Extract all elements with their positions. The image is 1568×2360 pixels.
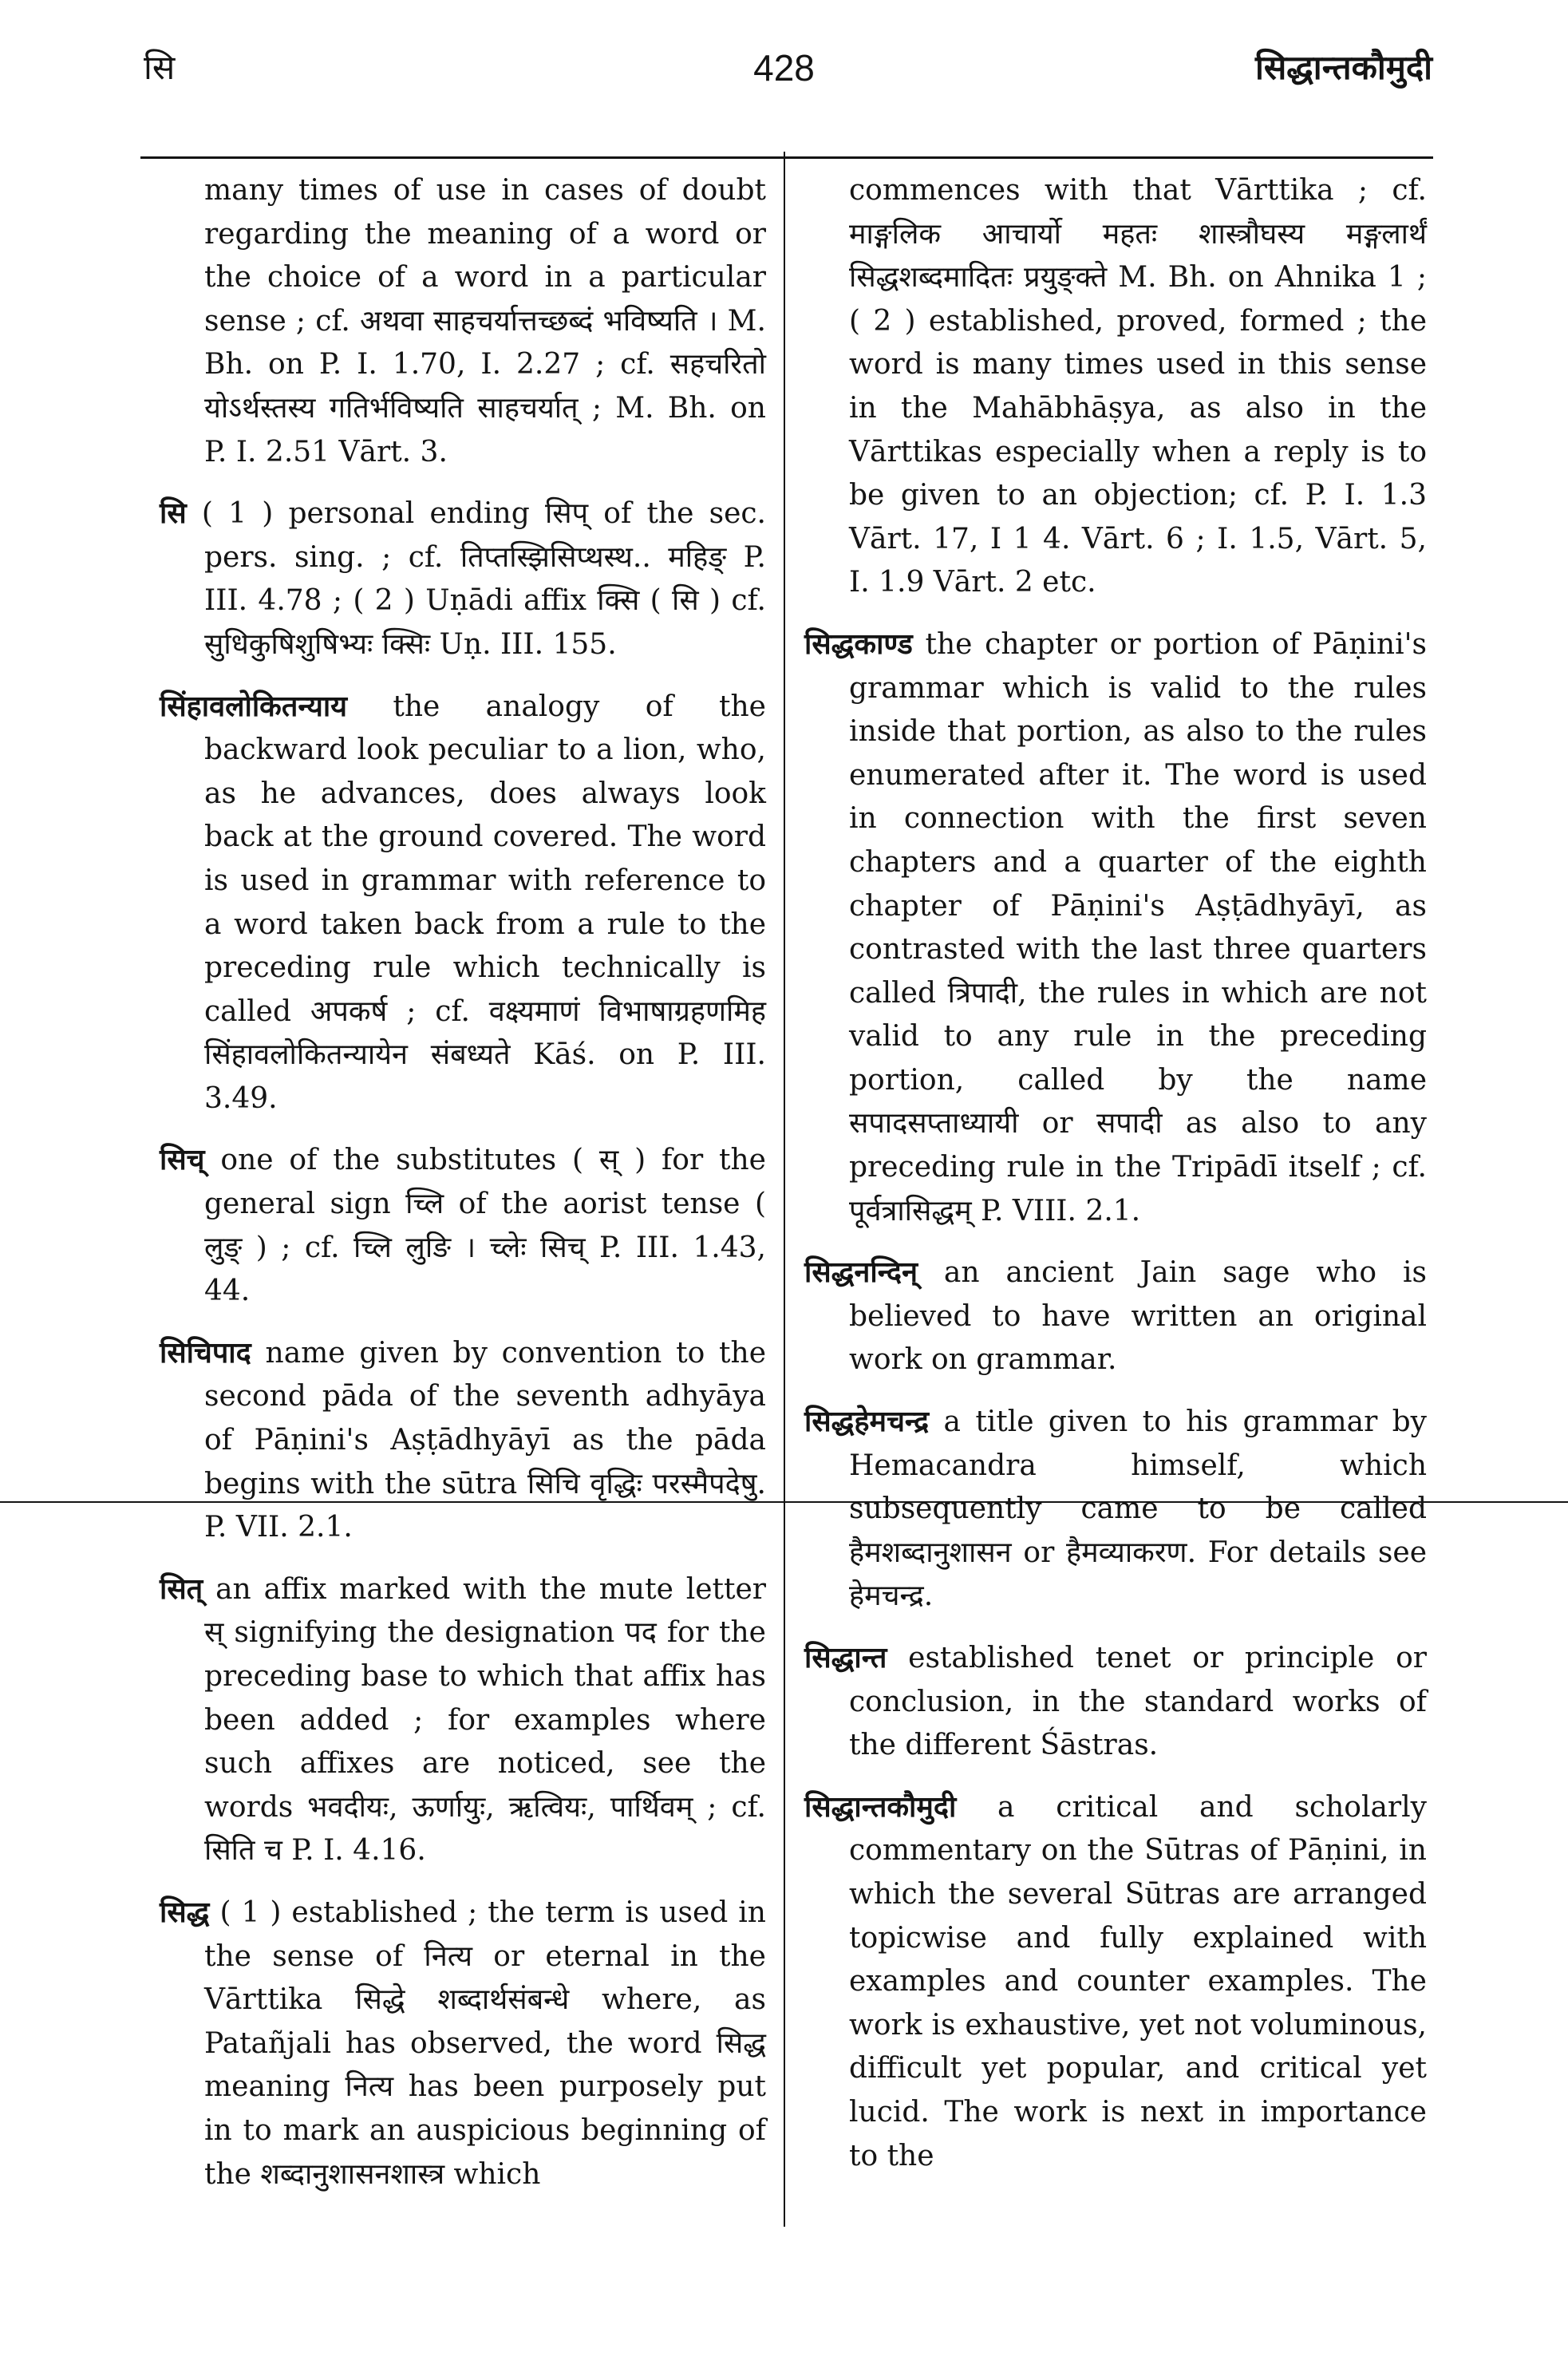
dictionary-entry xyxy=(160,1891,766,2196)
entry-text: an affix marked with the mute letter स् signifying the designation पद for the preceding base to which that affix has been added ; for examples where such affixes are noticed, see the words भवदीयः, ऊर्णायुः, ऋत्वियः, पार्थिवम् ; cf. सिति च P. I. 4.16. xyxy=(204,1572,767,1868)
header-left-running-head: सि xyxy=(144,48,176,87)
dictionary-entry xyxy=(160,492,766,666)
dictionary-entry xyxy=(804,169,1427,605)
entry-text: name given by convention to the second pāda of the seventh adhyāya of Pāṇini's Aṣṭādhyāyī as the pāda begins with the sūtra सिचि वृद्धिः परस्मैपदेषु. P. VII. 2.1. xyxy=(204,1336,766,1544)
entry-text: commences with that Vārttika ; cf. माङ्गलिक आचार्यो महतः शास्त्रौघस्य मङ्गलार्थं सिद्धशब्दमादितः प्रयुङ्क्ते M. Bh. on Ahnika 1 ; ( 2 ) established, proved, formed ; the word is many times used in this sense in the Mahābhāṣya, as also in the Vārttikas especially when a reply is to be given to an objection; cf. P. I. 1.3 Vārt. 17, I 1 4. Vārt. 6 ; I. 1.5, Vārt. 5, I. 1.9 Vārt. 2 etc. xyxy=(849,174,1427,599)
entry-text: the analogy of the backward look peculiar to a lion, who, as he advances, does always look back at the ground covered. The word is used in grammar with reference to a word taken back from a rule to the preceding rule which technically is called अपकर्ष ; cf. वक्ष्यमाणं विभाषाग्रहणमिह सिंहावलोकितन्यायेन संबध्यते Kāś. on P. III. 3.49. xyxy=(204,690,766,1115)
entry-text: ( 1 ) established ; the term is used in the sense of नित्य or eternal in the Vārttika सिद्धे शब्दार्थसंबन्धे where, as Patañjali has observed, the word सिद्ध meaning नित्य has been purposely put in to mark an auspicious beginning of the शब्दानुशासनशास्त्र which xyxy=(204,1896,766,2191)
entry-headword: सिचिपाद xyxy=(160,1335,251,1370)
left-column xyxy=(160,169,766,2214)
entry-headword: सि xyxy=(160,496,187,531)
dictionary-entry xyxy=(160,1138,766,1313)
dictionary-entry xyxy=(804,1251,1427,1382)
entry-text: established tenet or principle or conclusion, in the standard works of the different Śāstras. xyxy=(849,1642,1427,1762)
entry-text: many times of use in cases of doubt regarding the meaning of a word or the choice of a word in a particular sense ; cf. अथवा साहचर्यात्तच्छब्दं भविष्यति । M. Bh. on P. I. 1.70, I. 2.27 ; cf. सहचरितो योऽर्थस्तस्य गतिर्भविष्यति साहचर्यात् ; M. Bh. on P. I. 2.51 Vārt. 3. xyxy=(204,174,766,468)
entry-headword: सिद्धनन्दिन् xyxy=(804,1255,918,1290)
entry-headword: सिद्धान्तकौमुदी xyxy=(804,1789,957,1824)
entry-headword: सिद्ध xyxy=(160,1895,210,1929)
entry-text: the chapter or portion of Pāṇini's grammar which is valid to the rules inside that portion, as also to the rules enumerated after it. The word is used in connection with the first seven chapters and a quarter of the eighth chapter of Pāṇini's Aṣṭādhyāyī, as contrasted with the last three quarters called त्रिपादी, the rules in which are not valid to any rule in the preceding portion, called by the name सपादसप्ताध्यायी or सपादी as also to any preceding rule in the Tripādī itself ; cf. पूर्वत्रासिद्धम् P. VIII. 2.1. xyxy=(849,627,1427,1227)
dictionary-entry xyxy=(804,1400,1427,1619)
header-right-running-head: सिद्धान्तकौमुदी xyxy=(1254,48,1432,87)
dictionary-entry xyxy=(160,169,766,474)
right-column xyxy=(804,169,1427,2196)
page-number: 428 xyxy=(753,47,815,89)
dictionary-entry xyxy=(804,623,1427,1233)
dictionary-entry xyxy=(160,1567,766,1873)
entry-headword: सित् xyxy=(160,1571,203,1606)
entry-headword: सिद्धान्त xyxy=(804,1641,887,1674)
entry-text: ( 1 ) personal ending सिप् of the sec. pers. sing. ; cf. तिप्तस्झिसिप्थस्थ.. महिङ् P. III. 4.78 ; ( 2 ) Uṇādi affix क्सि ( सि ) cf. सुधिकुषिशुषिभ्यः क्सिः Uṇ. III. 155. xyxy=(201,497,766,661)
header-rule xyxy=(140,156,1433,159)
entry-text: one of the substitutes ( स् ) for the general sign च्लि of the aorist tense ( लुङ् ) ; cf. च्लि लुङि । च्लेः सिच् P. III. 1.43, 44. xyxy=(204,1144,766,1308)
entry-headword: सिंहावलोकितन्याय xyxy=(160,689,348,723)
dictionary-entry xyxy=(160,1331,766,1550)
entry-text: a critical and scholarly commentary on the Sūtras of Pāṇini, in which the several Sūtras are arranged topicwise and fully explained with examples and counter examples. The work is exhaustive, yet not voluminous, difficult yet popular, and critical yet lucid. The work is next in importance to the xyxy=(849,1790,1427,2172)
entry-text: an ancient Jain sage who is believed to have written an original work on grammar. xyxy=(849,1256,1427,1377)
dictionary-entry xyxy=(804,1785,1427,2178)
entry-headword: सिद्धहेमचन्द्र xyxy=(804,1405,930,1439)
column-divider xyxy=(784,152,785,2227)
dictionary-entry xyxy=(160,685,766,1121)
entry-headword: सिद्धकाण्ड xyxy=(804,627,913,661)
entry-headword: सिच् xyxy=(160,1143,205,1177)
dictionary-entry xyxy=(804,1636,1427,1768)
entry-text: a title given to his grammar by Hemacandra himself, which subsequently came to be called हैमशब्दानुशासन or हैमव्याकरण. For details see हेमचन्द्र. xyxy=(849,1405,1427,1613)
